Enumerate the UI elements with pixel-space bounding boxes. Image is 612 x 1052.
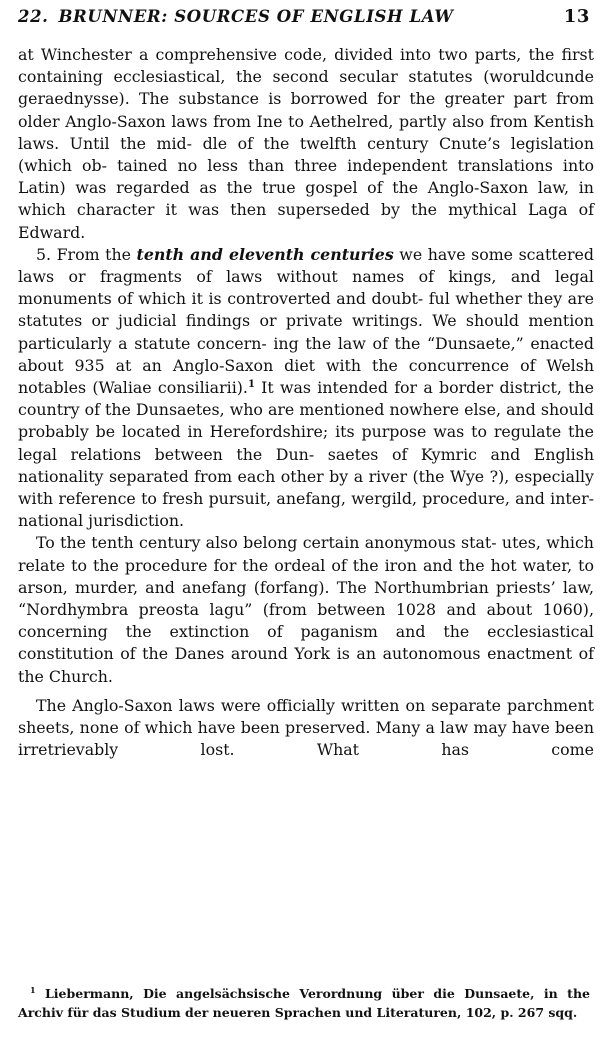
- running-title: BRUNNER: SOURCES OF ENGLISH LAW: [58, 7, 454, 26]
- footnote: $^1$ Liebermann, Die angelsächsische Verordnung über die Dunsaete, in the Archiv für das Studium der neueren Sprachen und Literaturen, 102, p. 267 sqq.: [18, 985, 590, 1020]
- running-header: [18, 6, 594, 30]
- body-text: [18, 44, 594, 762]
- footnote-reference[interactable]: 1: [247, 379, 255, 391]
- chapter-number: 22.: [18, 7, 49, 26]
- emphasis-centuries: tenth and eleventh centuries: [136, 244, 394, 264]
- paragraph-3: To the tenth century also belong certain anonymous stat- utes, which relate to the procedure for the ordeal of the iron and the hot water, to arson, murder, and anefang (forfang). The Northumbrian priests’ law, “Nordhymbra preosta lagu” (from between 1028 and about 1060), concerning the extinction of paganism and the ecclesiastical constitution of the Danes around York is an autonomous enactment of the Church.: [18, 533, 594, 686]
- footnote-mark: 1: [30, 985, 36, 995]
- page-number: 13: [563, 6, 590, 27]
- paragraph-1: at Winchester a comprehensive code, divided into two parts, the first containing ecclesiastical, the second secular statutes (woruldcunde geraednysse). The substance is borrowed for the greater part from older Anglo-Saxon laws from Ine to Aethelred, partly also from Kentish laws. Until the mid- dle of the twelfth century Cnute’s legislation (which ob- tained no less than three independent translations into Latin) was regarded as the true gospel of the Anglo-Saxon law, in which character it was then superseded by the mythical Laga of Edward.: [18, 45, 594, 242]
- paragraph-4: The Anglo-Saxon laws were officially written on separate parchment sheets, none of which have been preserved. Many a law may have been irretrievably lost. What has come: [18, 695, 594, 760]
- paragraph-2: 5. From the tenth and eleventh centuries we have some scattered laws or fragments of laws without names of kings, and legal monuments of which it is controverted and doubt- ful whether they are statutes or judicial findings or private writings. We should mention particularly a statute concern- ing the law of the “Dunsaete,” enacted about 935 at an Anglo-Saxon diet with the concurrence of Welsh notables (Waliae consiliarii).$^1$ It was intended for a border district, the country of the Dunsaetes, who are mentioned nowhere else, and should probably be located in Herefordshire; its purpose was to regulate the legal relations between the Dun- saetes of Kymric and English nationality separated from each other by a river (the Wye ?), especially with reference to fresh pursuit, anefang, wergild, procedure, and inter- national jurisdiction.: [18, 244, 595, 531]
